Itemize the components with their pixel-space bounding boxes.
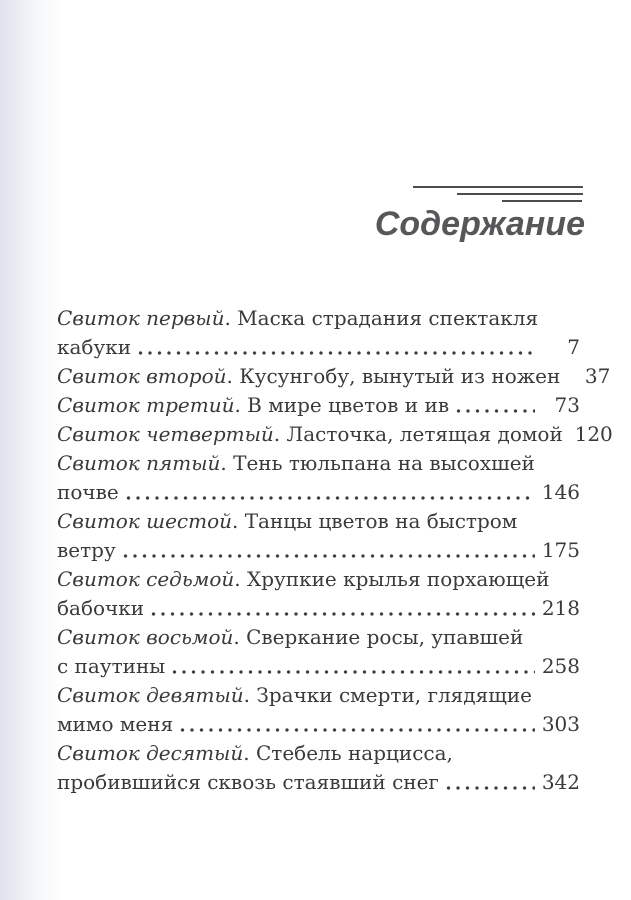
chapter-name: Свиток первый (57, 306, 225, 330)
page-number: 175 (541, 538, 580, 562)
entry-text: с паутины (57, 654, 166, 678)
page-number: 258 (541, 654, 580, 678)
toc-line (57, 391, 580, 420)
toc-line (57, 623, 580, 652)
entry-text: . Ласточка, летящая домой (273, 422, 563, 446)
chapter-name: Свиток девятый (57, 683, 244, 707)
entry-text: . Танцы цветов на быстром (232, 509, 518, 533)
dot-leader (136, 333, 535, 362)
toc-line (57, 449, 580, 478)
toc-line (57, 652, 580, 681)
rule-line (457, 193, 583, 195)
chapter-name: Свиток десятый (57, 741, 244, 765)
page-number: 73 (554, 393, 580, 417)
rule-line (502, 200, 582, 202)
entry-text: кабуки (57, 335, 132, 359)
chapter-name: Свиток второй (57, 364, 227, 388)
page-number: 120 (574, 422, 613, 446)
toc-line (57, 304, 580, 333)
entry-text: . Стебель нарцисса, (243, 741, 453, 765)
entry-text: бабочки (57, 596, 145, 620)
toc-line (57, 594, 580, 623)
entry-text: . В мире цветов и ив (234, 393, 450, 417)
entry-text: . Маска страдания спектакля (224, 306, 539, 330)
dot-leader (121, 536, 535, 565)
dot-leader (454, 391, 535, 420)
dot-leader (178, 710, 535, 739)
toc-line (57, 507, 580, 536)
toc-line (57, 420, 613, 449)
page-number: 7 (567, 335, 580, 359)
entry-text: . Сверкание росы, упавшей (233, 625, 524, 649)
chapter-name: Свиток четвертый (57, 422, 274, 446)
chapter-name: Свиток восьмой (57, 625, 234, 649)
chapter-name: Свиток седьмой (57, 567, 235, 591)
table-of-contents (57, 304, 613, 797)
dot-leader (149, 594, 535, 623)
entry-text: . Кусунгобу, вынутый из ножен (226, 364, 561, 388)
toc-line (57, 478, 580, 507)
toc-line (57, 333, 580, 362)
page-number: 37 (584, 364, 611, 388)
entry-text: . Хрупкие крылья порхающей (234, 567, 550, 591)
dot-leader (444, 768, 535, 797)
dot-leader (124, 478, 535, 507)
page-number: 303 (541, 712, 580, 736)
entry-text: ветру (57, 538, 116, 562)
toc-line (57, 565, 580, 594)
page-number: 218 (541, 596, 580, 620)
chapter-name: Свиток шестой (57, 509, 232, 533)
entry-text: мимо меня (57, 712, 174, 736)
entry-text: пробившийся сквозь стаявший снег (57, 770, 439, 794)
toc-line (57, 768, 580, 797)
chapter-name: Свиток пятый (57, 451, 221, 475)
chapter-name: Свиток третий (57, 393, 235, 417)
toc-line (57, 681, 580, 710)
page-number: 342 (541, 770, 580, 794)
entry-text: . Тень тюльпана на высохшей (220, 451, 535, 475)
toc-line (57, 739, 580, 768)
dot-leader (170, 652, 535, 681)
toc-line (57, 362, 611, 391)
page-title: Содержание (374, 205, 585, 243)
rule-line (413, 186, 583, 188)
page-number: 146 (541, 480, 580, 504)
entry-text: . Зрачки смерти, глядящие (243, 683, 532, 707)
toc-line (57, 710, 580, 739)
toc-line (57, 536, 580, 565)
entry-text: почве (57, 480, 119, 504)
